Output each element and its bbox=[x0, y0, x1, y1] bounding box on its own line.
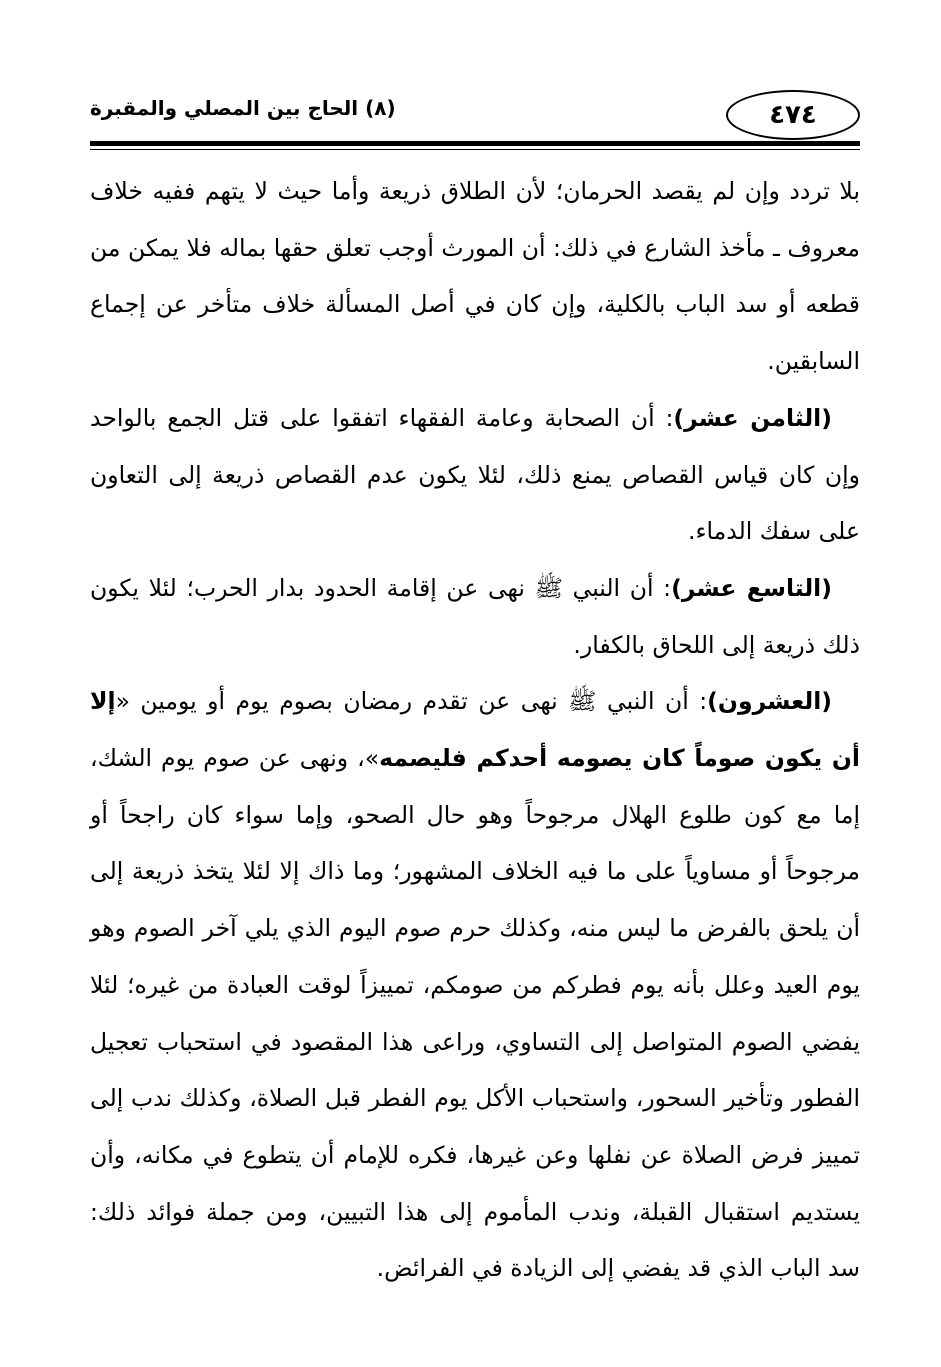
paragraph-text: : أن الصحابة وعامة الفقهاء اتفقوا على قتل الجمع بالواحد وإن كان قياس القصاص يمنع ذلك، لئلا يكون عدم القصاص ذريعة إلى التعاون على سفك الدماء. bbox=[90, 403, 860, 546]
paragraph-nineteenth bbox=[90, 560, 860, 673]
paragraph-label: (العشرون) bbox=[707, 687, 832, 716]
paragraph-text: »، ونهى عن صوم يوم الشك، إما مع كون طلوع الهلال مرجوحاً وهو حال الصحو، وإما سواء كان راجحاً أو مرجوحاً أو مساوياً على ما فيه الخلاف المشهور؛ وما ذاك إلا لئلا يتخذ ذريعة إلى أن يلحق بالفرض ما ليس منه، وكذلك حرم صوم اليوم الذي يلي آخر الصوم وهو يوم العيد وعلل بأنه يوم فطركم من صومكم، تمييزاً لوقت العبادة من غيره؛ لئلا يفضي الصوم المتواصل إلى التساوي، وراعى هذا المقصود في استحباب تعجيل الفطور وتأخير السحور، واستحباب الأكل يوم الفطر قبل الصلاة، وكذلك ندب إلى تمييز فرض الصلاة عن نفلها وعن غيرها، فكره للإمام أن يتطوع في مكانه، وأن يستديم استقبال القبلة، وندب المأموم إلى هذا التبيين، ومن جملة فوائد ذلك: سد الباب الذي قد يفضي إلى الزيادة في الفرائض. bbox=[90, 744, 860, 1283]
paragraph-eighteenth bbox=[90, 390, 860, 560]
paragraph-text: : أن النبي ﷺ نهى عن إقامة الحدود بدار الحرب؛ لئلا يكون ذلك ذريعة إلى اللحاق بالكفار. bbox=[90, 573, 860, 659]
running-title: (٨) الحاج بين المصلي والمقبرة bbox=[90, 96, 396, 120]
body-text bbox=[90, 163, 860, 1297]
paragraph-twentieth bbox=[90, 673, 860, 1297]
hadith-quote: إلا أن يكون صوماً كان يصومه أحدكم فليصمه bbox=[90, 687, 860, 773]
header-rule-thick bbox=[90, 141, 860, 146]
paragraph-text: بلا تردد وإن لم يقصد الحرمان؛ لأن الطلاق ذريعة وأما حيث لا يتهم ففيه خلاف معروف ـ مأخذ الشارع في ذلك: أن المورث أوجب تعلق حقها بماله فلا يمكن من قطعه أو سد الباب بالكلية، وإن كان في أصل المسألة خلاف متأخر عن إجماع السابقين. bbox=[90, 177, 860, 376]
paragraph-label: (الثامن عشر) bbox=[673, 403, 832, 432]
paragraph-label: (التاسع عشر) bbox=[671, 573, 832, 602]
page-header bbox=[90, 88, 860, 146]
paragraph-text: : أن النبي ﷺ نهى عن تقدم رمضان بصوم يوم أو يومين « bbox=[115, 687, 708, 716]
paragraph-continuation bbox=[90, 163, 860, 390]
header-rule-thin bbox=[90, 149, 860, 150]
page-number: ٤٧٤ bbox=[726, 90, 860, 140]
